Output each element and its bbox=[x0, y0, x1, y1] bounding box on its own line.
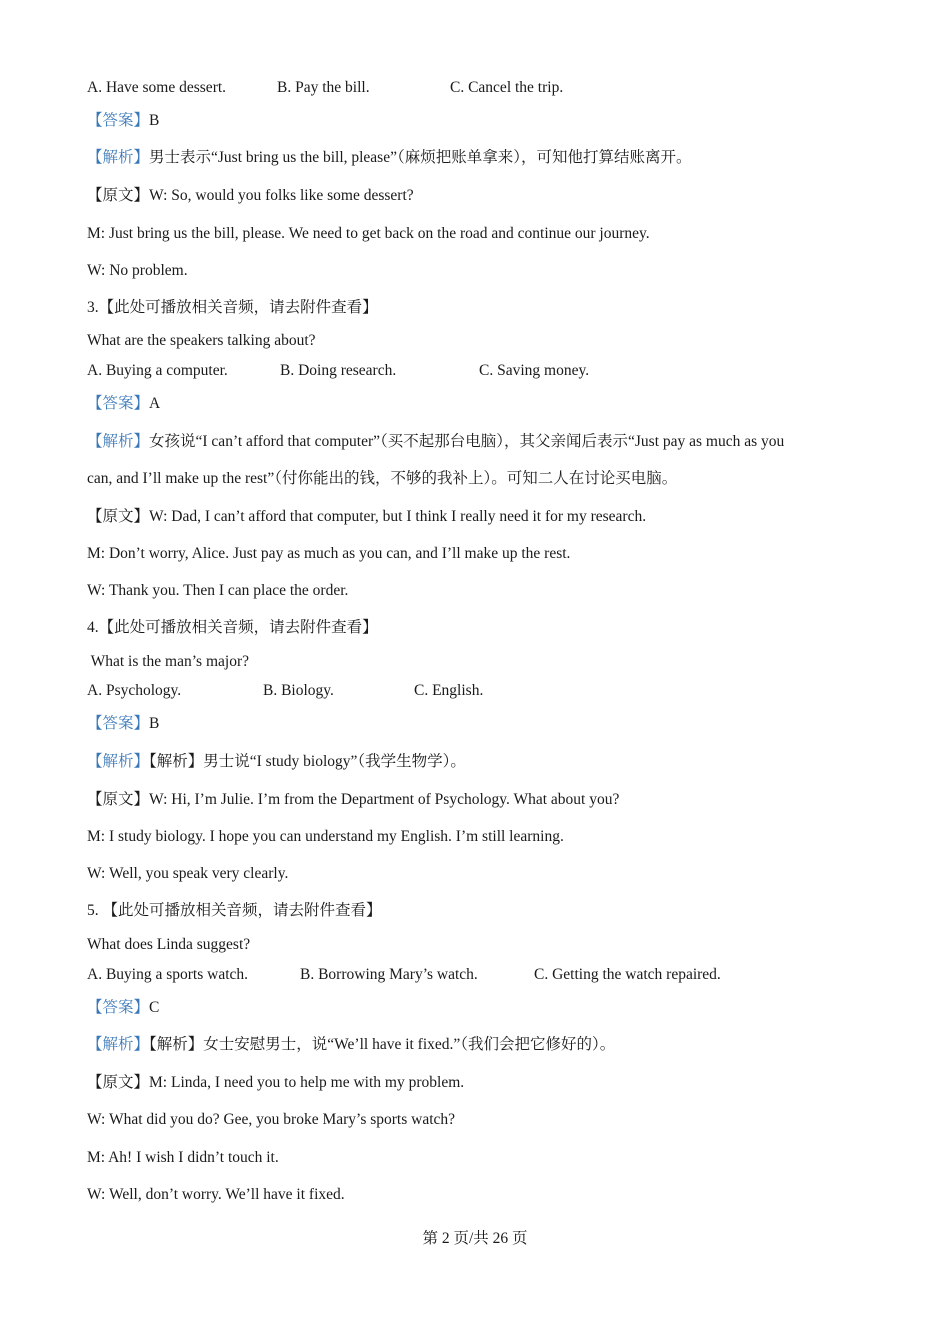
q3-transcript-3: W: Thank you. Then I can place the order. bbox=[87, 582, 349, 599]
q2-analysis bbox=[87, 148, 890, 168]
q5-heading: 5. 【此处可播放相关音频，请去附件查看】 bbox=[87, 902, 382, 919]
analysis-text: 女孩说“I can’t afford that computer”（买不起那台电脑），其父亲闻后表示“Just pay as much as you bbox=[149, 433, 785, 450]
q5-option-b: B. Borrowing Mary’s watch. bbox=[300, 966, 478, 983]
q3-question: What are the speakers talking about? bbox=[87, 332, 316, 349]
q5-transcript-2: W: What did you do? Gee, you broke Mary’s sports watch? bbox=[87, 1111, 456, 1128]
q5-option-a: A. Buying a sports watch. bbox=[87, 966, 249, 983]
q3-option-b: B. Doing research. bbox=[280, 362, 397, 379]
q3-analysis-1 bbox=[87, 432, 890, 452]
analysis-text: 【解析】女士安慰男士，说“We’ll have it fixed.”（我们会把它修好的）。 bbox=[149, 1036, 616, 1053]
analysis-text: 【解析】男士说“I study biology”（我学生物学）。 bbox=[149, 753, 466, 770]
q3-transcript-1 bbox=[87, 507, 890, 527]
q4-option-b: B. Biology. bbox=[263, 682, 334, 699]
q5-analysis bbox=[87, 1035, 890, 1055]
q4-option-a: A. Psychology. bbox=[87, 682, 182, 699]
analysis-tag: 【解析】 bbox=[87, 1036, 150, 1053]
q4-transcript-3: W: Well, you speak very clearly. bbox=[87, 865, 289, 882]
q4-heading: 4.【此处可播放相关音频，请去附件查看】 bbox=[87, 619, 378, 636]
q2-option-b: B. Pay the bill. bbox=[277, 79, 370, 96]
answer-tag: 【答案】 bbox=[87, 999, 150, 1016]
q5-transcript-4: W: Well, don’t worry. We’ll have it fixed. bbox=[87, 1186, 345, 1203]
q3-transcript-2: M: Don’t worry, Alice. Just pay as much as you can, and I’ll make up the rest. bbox=[87, 545, 571, 562]
transcript-tag: 【原文】 bbox=[87, 791, 150, 808]
answer-tag: 【答案】 bbox=[87, 715, 150, 732]
q5-transcript-1 bbox=[87, 1073, 890, 1093]
transcript-tag: 【原文】 bbox=[87, 508, 150, 525]
answer-value: B bbox=[149, 715, 160, 732]
q5-question: What does Linda suggest? bbox=[87, 936, 251, 953]
q4-transcript-1 bbox=[87, 790, 890, 810]
analysis-tag: 【解析】 bbox=[87, 149, 150, 166]
q2-transcript-1 bbox=[87, 186, 890, 206]
q4-option-c: C. English. bbox=[414, 682, 484, 699]
q2-transcript-3: W: No problem. bbox=[87, 262, 188, 279]
answer-value: C bbox=[149, 999, 160, 1016]
q4-analysis bbox=[87, 752, 890, 772]
q2-option-a: A. Have some dessert. bbox=[87, 79, 227, 96]
q3-analysis-2: can, and I’ll make up the rest”（付你能出的钱，不够的我补上）。可知二人在讨论买电脑。 bbox=[87, 470, 678, 487]
answer-value: A bbox=[149, 395, 161, 412]
answer-tag: 【答案】 bbox=[87, 112, 150, 129]
transcript-text: W: So, would you folks like some dessert? bbox=[149, 187, 414, 204]
q2-answer bbox=[87, 111, 890, 131]
q4-transcript-2: M: I study biology. I hope you can understand my English. I’m still learning. bbox=[87, 828, 564, 845]
transcript-text: M: Linda, I need you to help me with my problem. bbox=[149, 1074, 465, 1091]
q5-option-c: C. Getting the watch repaired. bbox=[534, 966, 721, 983]
q3-option-a: A. Buying a computer. bbox=[87, 362, 228, 379]
q3-option-c: C. Saving money. bbox=[479, 362, 590, 379]
analysis-tag: 【解析】 bbox=[87, 433, 150, 450]
transcript-tag: 【原文】 bbox=[87, 187, 150, 204]
q5-transcript-3: M: Ah! I wish I didn’t touch it. bbox=[87, 1149, 279, 1166]
q5-answer bbox=[87, 998, 890, 1018]
transcript-tag: 【原文】 bbox=[87, 1074, 150, 1091]
q3-heading: 3.【此处可播放相关音频，请去附件查看】 bbox=[87, 299, 378, 316]
q3-answer bbox=[87, 394, 890, 414]
q2-transcript-2: M: Just bring us the bill, please. We need to get back on the road and continue our journey. bbox=[87, 225, 650, 242]
analysis-tag: 【解析】 bbox=[87, 753, 150, 770]
q4-answer bbox=[87, 714, 890, 734]
q4-question: What is the man’s major? bbox=[87, 653, 249, 670]
transcript-text: W: Dad, I can’t afford that computer, but I think I really need it for my research. bbox=[149, 508, 647, 525]
page-number: 第 2 页/共 26 页 bbox=[422, 1230, 528, 1247]
answer-value: B bbox=[149, 112, 160, 129]
answer-tag: 【答案】 bbox=[87, 395, 150, 412]
analysis-text: 男士表示“Just bring us the bill, please”（麻烦把账单拿来），可知他打算结账离开。 bbox=[149, 149, 692, 166]
q2-option-c: C. Cancel the trip. bbox=[450, 79, 564, 96]
transcript-text: W: Hi, I’m Julie. I’m from the Department of Psychology. What about you? bbox=[149, 791, 620, 808]
